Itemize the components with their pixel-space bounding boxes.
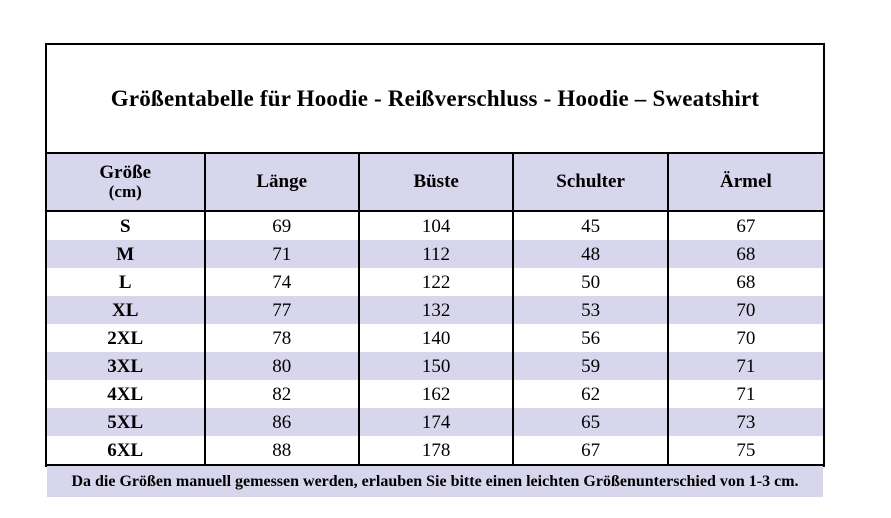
- cell-laenge: 88: [205, 436, 359, 464]
- column-header-schulter: Schulter: [513, 154, 667, 211]
- cell-bueste: 112: [359, 240, 513, 268]
- cell-size: 3XL: [47, 352, 205, 380]
- measurement-note-text: Da die Größen manuell gemessen werden, erlauben Sie bitte einen leichten Größenunterschied von 1-3 cm.: [71, 472, 799, 490]
- table-row: [47, 268, 823, 296]
- cell-laenge: 80: [205, 352, 359, 380]
- cell-schulter: 67: [513, 436, 667, 464]
- column-header-aermel: Ärmel: [668, 154, 823, 211]
- cell-schulter: 59: [513, 352, 667, 380]
- table-row: [47, 296, 823, 324]
- table-row: [47, 240, 823, 268]
- column-header-size-unit: (cm): [108, 182, 142, 202]
- cell-aermel: 70: [668, 324, 823, 352]
- table-body: [47, 211, 823, 464]
- cell-laenge: 82: [205, 380, 359, 408]
- column-header-bueste: Büste: [359, 154, 513, 211]
- cell-bueste: 162: [359, 380, 513, 408]
- cell-laenge: 86: [205, 408, 359, 436]
- table-row: [47, 436, 823, 464]
- measurement-note: [47, 464, 823, 497]
- cell-laenge: 77: [205, 296, 359, 324]
- cell-bueste: 132: [359, 296, 513, 324]
- table-row: [47, 408, 823, 436]
- cell-aermel: 68: [668, 268, 823, 296]
- cell-schulter: 48: [513, 240, 667, 268]
- cell-bueste: 104: [359, 211, 513, 240]
- cell-aermel: 73: [668, 408, 823, 436]
- cell-laenge: 78: [205, 324, 359, 352]
- cell-laenge: 69: [205, 211, 359, 240]
- table-header: [47, 154, 823, 211]
- cell-laenge: 74: [205, 268, 359, 296]
- cell-schulter: 50: [513, 268, 667, 296]
- cell-bueste: 174: [359, 408, 513, 436]
- cell-aermel: 71: [668, 380, 823, 408]
- table-row: [47, 324, 823, 352]
- cell-schulter: 62: [513, 380, 667, 408]
- column-header-laenge: Länge: [205, 154, 359, 211]
- table-row: [47, 352, 823, 380]
- cell-aermel: 71: [668, 352, 823, 380]
- cell-size: 6XL: [47, 436, 205, 464]
- column-header-size-label: Größe: [99, 162, 152, 184]
- cell-size: M: [47, 240, 205, 268]
- cell-schulter: 56: [513, 324, 667, 352]
- cell-size: XL: [47, 296, 205, 324]
- page-title: Größentabelle für Hoodie - Reißverschluss - Hoodie – Sweatshirt: [110, 85, 760, 111]
- cell-size: 4XL: [47, 380, 205, 408]
- cell-size: 2XL: [47, 324, 205, 352]
- cell-schulter: 45: [513, 211, 667, 240]
- cell-schulter: 53: [513, 296, 667, 324]
- cell-laenge: 71: [205, 240, 359, 268]
- cell-schulter: 65: [513, 408, 667, 436]
- cell-size: L: [47, 268, 205, 296]
- table-row: [47, 211, 823, 240]
- cell-aermel: 67: [668, 211, 823, 240]
- cell-size: 5XL: [47, 408, 205, 436]
- cell-bueste: 140: [359, 324, 513, 352]
- size-table: [47, 154, 823, 464]
- column-header-size: [47, 154, 205, 211]
- cell-aermel: 68: [668, 240, 823, 268]
- size-chart: [45, 43, 825, 490]
- cell-bueste: 150: [359, 352, 513, 380]
- cell-size: S: [47, 211, 205, 240]
- cell-aermel: 75: [668, 436, 823, 464]
- cell-aermel: 70: [668, 296, 823, 324]
- cell-bueste: 122: [359, 268, 513, 296]
- chart-title-band: [47, 45, 823, 154]
- table-row: [47, 380, 823, 408]
- table-header-row: [47, 154, 823, 211]
- cell-bueste: 178: [359, 436, 513, 464]
